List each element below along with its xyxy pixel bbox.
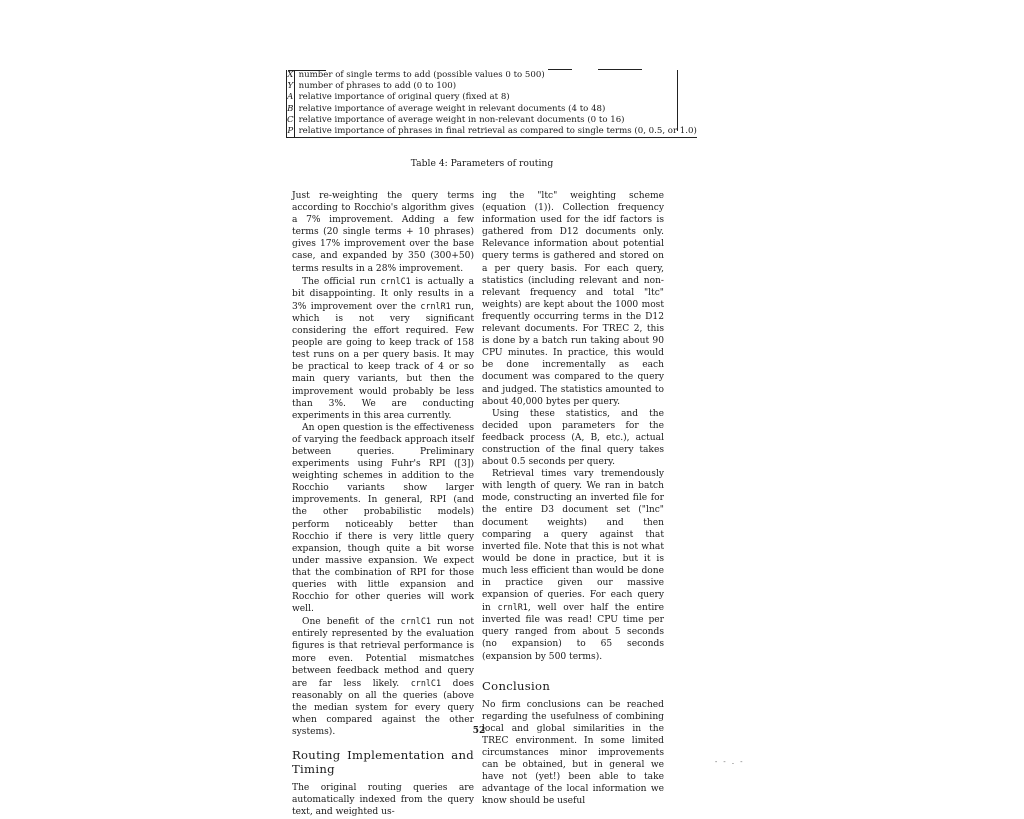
parameter-symbol: C <box>287 114 294 125</box>
code-run-name: crnlC1 <box>400 616 431 627</box>
table-row <box>287 81 697 92</box>
parameter-description: relative importance of average weight in non-relevant documents (0 to 16) <box>298 114 625 125</box>
parameter-symbol: X <box>287 70 294 80</box>
paragraph: Just re-weighting the query terms according to Rocchio's algorithm gives a 7% improvement. Adding a few terms (20 single terms + 10 phrases) gives 17% improvement over the base case, and expanded by 350 (300+50) terms results in a 28% improvement. <box>292 191 474 274</box>
parameters-table <box>286 70 697 138</box>
parameter-description: relative importance of average weight in relevant documents (4 to 48) <box>298 103 606 114</box>
code-run-name: crnlR1 <box>497 602 528 613</box>
table-caption: Table 4: Parameters of routing <box>410 158 554 169</box>
section-heading-line2: Timing <box>292 762 335 777</box>
parameter-description: relative importance of phrases in final retrieval as compared to single terms (0, 0.5, or 1.0) <box>294 126 697 138</box>
code-run-name: crnlC1 <box>380 275 411 286</box>
paragraph: An open question is the effectiveness of varying the feedback approach itself between queries. Preliminary experiments using Fuhr's RPI ([3]) weighting schemes in addition to the Rocchio variants show larger improvements. In general, RPI (and the other probabilistic models) perform noticeably better than Rocchio if there is very little query expansion, though quite a bit worse under massive expansion. We expect that the combination of RPI for those queries with little expansion and Rocchio for other queries will work well. <box>292 422 474 615</box>
paragraph: No firm conclusions can be reached regarding the usefulness of combining local and global similarities in the TREC environment. In some limited circumstances minor improvements can be obtained, but in general we have not (yet!) been able to take advantage of the local information we know should be useful <box>482 699 664 807</box>
section-heading: Conclusion <box>482 678 551 693</box>
parameter-description: number of single terms to add (possible values 0 to 500) <box>298 70 545 80</box>
table-row <box>287 126 697 138</box>
code-run-name: crnlR1 <box>420 300 451 311</box>
table-row <box>287 104 697 115</box>
parameter-symbol: B <box>287 103 294 114</box>
section-heading: Routing Implementation and <box>292 748 474 763</box>
parameter-description: number of phrases to add (0 to 100) <box>298 81 457 92</box>
left-column <box>292 190 474 819</box>
table-row <box>287 70 697 81</box>
parameter-symbol: P <box>287 126 294 137</box>
paragraph: Using these statistics, and the decided upon parameters for the feedback process (A, B, etc.), actual construction of the final query takes about 0.5 seconds per query. <box>482 408 664 468</box>
parameter-description: relative importance of original query (fixed at 8) <box>298 92 510 103</box>
right-column <box>482 190 664 808</box>
parameter-symbol: Y <box>287 81 294 92</box>
page-number: 52 <box>472 726 486 736</box>
paragraph: One benefit of the crnlC1 run not entirely represented by the evaluation figures is that retrieval performance is more even. Potential mismatches between feedback method and query are far less likely. crnlC1 does reasonably on all the queries (above the median system for every query when compared against the other systems). <box>292 616 474 738</box>
scan-artifact: - - . - <box>714 758 744 766</box>
table-row <box>287 92 697 103</box>
paragraph: The official run crnlC1 is actually a bit disappointing. It only results in a 3% improvement over the crnlR1 run, which is not very significant considering the effort required. Few people are going to keep track of 158 test runs on a per query basis. It may be practical to keep track of 4 or so main query variants, but then the improvement would probably be less than 3%. We are conducting experiments in this area currently. <box>292 275 475 421</box>
parameter-symbol: A <box>287 92 294 103</box>
code-run-name: crnlC1 <box>410 677 442 688</box>
paragraph: ing the "ltc" weighting scheme (equation (1)). Collection frequency information used for the idf factors is gathered from D12 documents only. Relevance information about potential query terms is gathered and stored on a per query basis. For each query, statistics (including relevant and non-relevant frequency and total "ltc" weights) are kept about the 1000 most frequently occurring terms in the D12 relevant documents. For TREC 2, this is done by a batch run taking about 90 CPU minutes. In practice, this would be done incrementally as each document was compared to the query and judged. The statistics amounted to about 40,000 bytes per query. <box>482 191 664 407</box>
table-row <box>287 115 697 126</box>
paragraph: Retrieval times vary tremendously with length of query. We ran in batch mode, constructing an inverted file for the entire D3 document set ("lnc" document weights) and then comparing a query against that inverted file. Note that this is not what would be done in practice, but it is much less efficient than would be done in practice given our massive expansion of queries. For each query in crnlR1, well over half the entire inverted file was read! CPU time per query ranged from about 5 seconds (no expansion) to 65 seconds (expansion by 500 terms). <box>482 469 664 662</box>
paragraph: The original routing queries are automatically indexed from the query text, and weighted us- <box>292 783 474 818</box>
